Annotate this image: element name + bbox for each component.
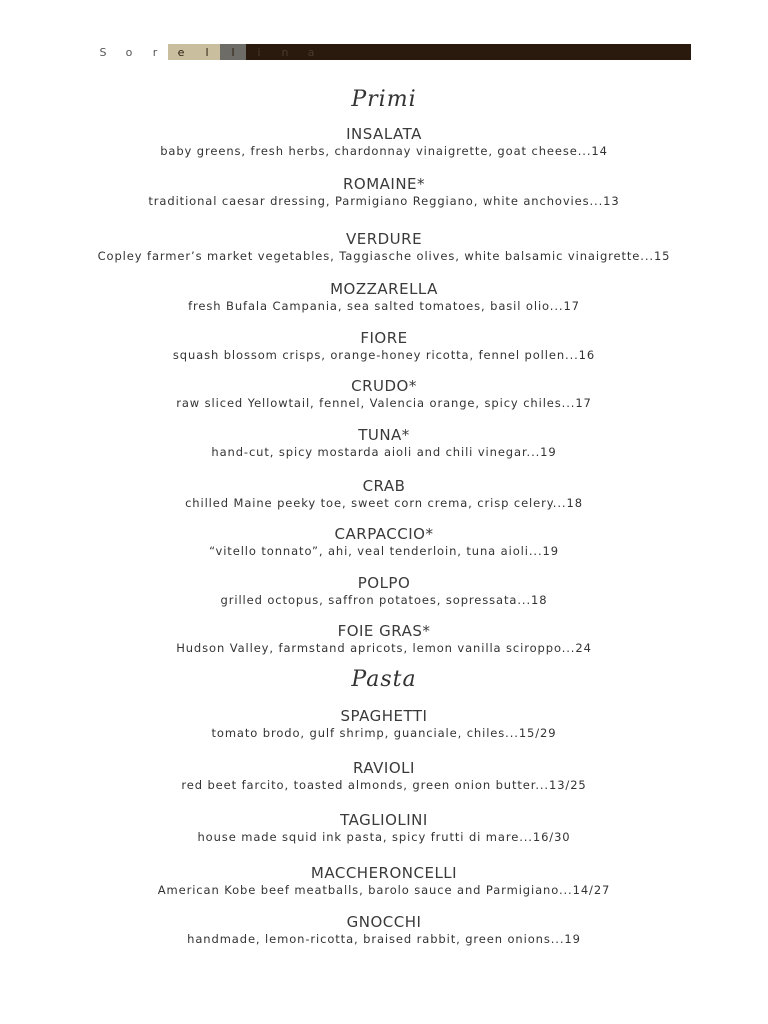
menu-item-name: TAGLIOLINI (340, 811, 428, 829)
menu-item-name: GNOCCHI (346, 913, 422, 931)
menu-item-desc: chilled Maine peeky toe, sweet corn crema, crisp celery...18 (185, 496, 583, 510)
menu-item (0, 125, 768, 159)
menu-item (0, 477, 768, 511)
brand-letter: a (298, 44, 324, 60)
menu-item-name: CRUDO* (351, 377, 417, 395)
menu-item-desc: fresh Bufala Campania, sea salted tomatoes, basil olio...17 (188, 299, 580, 313)
menu-item (0, 525, 768, 559)
menu-item (0, 707, 768, 741)
menu-item-desc: baby greens, fresh herbs, chardonnay vinaigrette, goat cheese...14 (160, 144, 608, 158)
menu-item-name: ROMAINE* (342, 175, 426, 193)
menu-item-desc: hand-cut, spicy mostarda aioli and chili vinegar...19 (211, 445, 557, 459)
menu-item (0, 574, 768, 608)
brand-letter: r (142, 44, 168, 60)
brand-letter: e (168, 44, 194, 60)
pasta-title: Pasta (351, 667, 417, 692)
menu-item (0, 230, 768, 264)
menu-item-name: MOZZARELLA (330, 280, 438, 298)
brand-letter: S (90, 44, 116, 60)
menu-item-name: CARPACCIO* (334, 525, 434, 543)
menu-item-desc: house made squid ink pasta, spicy frutti di mare...16/30 (197, 830, 571, 844)
menu-item-desc: red beet farcito, toasted almonds, green onion butter...13/25 (181, 778, 587, 792)
menu-item-desc: tomato brodo, gulf shrimp, guanciale, chiles...15/29 (211, 726, 557, 740)
menu-item-name: MACCHERONCELLI (310, 864, 458, 882)
brand-letter: o (116, 44, 142, 60)
menu-item-desc: handmade, lemon-ricotta, braised rabbit, green onions...19 (187, 932, 581, 946)
brand-letter: i (246, 44, 272, 60)
menu-item (0, 426, 768, 460)
menu-item-name: CRAB (362, 477, 406, 495)
menu-item-desc: Hudson Valley, farmstand apricots, lemon vanilla sciroppo...24 (176, 641, 592, 655)
brand-bar-fill (324, 44, 691, 60)
menu-item-desc: grilled octopus, saffron potatoes, sopressata...18 (220, 593, 548, 607)
menu-item-name: TUNA* (358, 426, 410, 444)
menu-item-name: FIORE (360, 329, 408, 347)
menu-item-desc: raw sliced Yellowtail, fennel, Valencia orange, spicy chiles...17 (176, 396, 592, 410)
menu-item (0, 175, 768, 209)
menu-item-desc: “vitello tonnato”, ahi, veal tenderloin, tuna aioli...19 (209, 544, 559, 558)
primi-title: Primi (351, 87, 417, 112)
menu-item (0, 913, 768, 947)
menu-item-desc: traditional caesar dressing, Parmigiano Reggiano, white anchovies...13 (148, 194, 620, 208)
menu-item-name: SPAGHETTI (340, 707, 428, 725)
menu-item-desc: squash blossom crisps, orange-honey ricotta, fennel pollen...16 (172, 348, 596, 362)
menu-item-desc: American Kobe beef meatballs, barolo sauce and Parmigiano...14/27 (157, 883, 611, 897)
menu-item (0, 280, 768, 314)
menu-item (0, 622, 768, 656)
menu-item (0, 759, 768, 793)
menu-item (0, 329, 768, 363)
brand-letter: l (194, 44, 220, 60)
menu-item-name: RAVIOLI (353, 759, 415, 777)
menu-item (0, 864, 768, 898)
brand-bar (90, 44, 691, 60)
menu-item-name: VERDURE (345, 230, 423, 248)
brand-letter: l (220, 44, 246, 60)
brand-letter: n (272, 44, 298, 60)
menu-item (0, 811, 768, 845)
menu-item-name: INSALATA (346, 125, 422, 143)
menu-item (0, 377, 768, 411)
menu-item-desc: Copley farmer’s market vegetables, Taggiasche olives, white balsamic vinaigrette...15 (97, 249, 671, 263)
menu-item-name: FOIE GRAS* (337, 622, 431, 640)
menu-item-name: POLPO (357, 574, 411, 592)
